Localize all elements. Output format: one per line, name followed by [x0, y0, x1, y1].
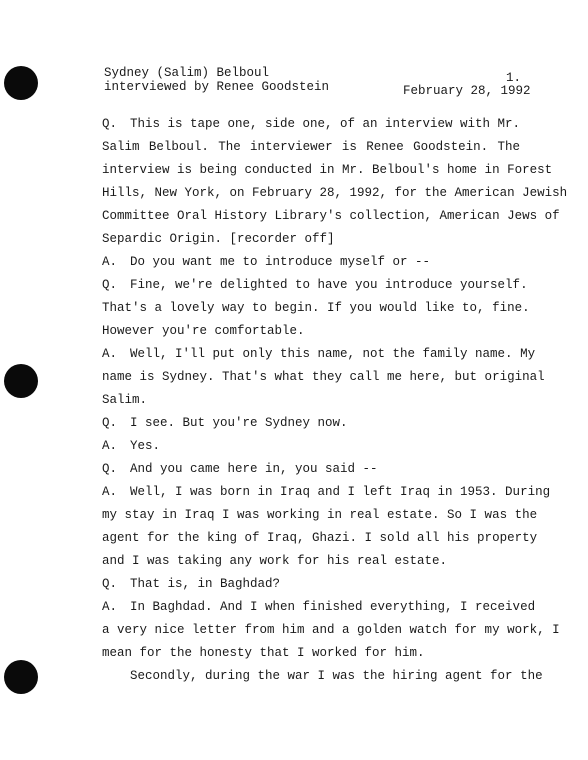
interviewee-name: Sydney (Salim) Belboul	[104, 66, 270, 80]
transcript-line	[102, 370, 545, 384]
line-text: name is Sydney. That's what they call me here, but original	[102, 370, 545, 384]
transcript-line	[102, 393, 520, 407]
transcript-line	[102, 416, 520, 430]
speaker-label: Q.	[102, 577, 118, 591]
transcript-line	[102, 508, 538, 522]
speaker-label: Q.	[102, 416, 118, 430]
transcript-line	[102, 646, 520, 660]
transcript-line	[102, 140, 520, 154]
transcript-line	[102, 278, 528, 292]
transcript-line	[102, 600, 536, 614]
line-text: That's a lovely way to begin. If you would like to, fine.	[102, 301, 530, 315]
transcript-line	[102, 623, 560, 637]
speaker-label: Q.	[102, 462, 118, 476]
transcript-line	[102, 255, 520, 269]
transcript-line	[102, 485, 551, 499]
transcript-line	[102, 531, 538, 545]
line-text: Well, I'll put only this name, not the family name. My	[130, 347, 536, 361]
line-text: Separdic Origin. [recorder off]	[102, 232, 335, 246]
binder-hole-bottom	[4, 660, 38, 694]
interviewer-line: interviewed by Renee Goodstein	[104, 80, 330, 94]
line-text: Fine, we're delighted to have you introduce yourself.	[130, 278, 528, 292]
page-number: 1.	[506, 71, 522, 85]
line-text: I see. But you're Sydney now.	[130, 416, 348, 430]
line-text: This is tape one, side one, of an interview with Mr.	[130, 117, 521, 131]
transcript-line	[102, 163, 553, 177]
transcript-line	[130, 669, 543, 683]
line-text: Committee Oral History Library's collection, American Jews of	[102, 209, 560, 223]
speaker-label: A.	[102, 347, 118, 361]
transcript-line	[102, 209, 560, 223]
transcript-line	[102, 232, 520, 246]
speaker-label: Q.	[102, 278, 118, 292]
transcript-line	[102, 462, 520, 476]
transcript-line	[102, 301, 530, 315]
transcript-line	[102, 324, 520, 338]
line-text: Do you want me to introduce myself or --	[130, 255, 431, 269]
transcript-line	[102, 117, 520, 131]
line-text: my stay in Iraq I was working in real estate. So I was the	[102, 508, 538, 522]
transcript-line	[102, 554, 520, 568]
transcript-line	[102, 186, 568, 200]
transcript-line	[102, 439, 520, 453]
speaker-label: A.	[102, 439, 118, 453]
line-text: Salim.	[102, 393, 148, 407]
binder-hole-middle	[4, 364, 38, 398]
line-text: and I was taking any work for his real estate.	[102, 554, 448, 568]
binder-hole-top	[4, 66, 38, 100]
line-text: And you came here in, you said --	[130, 462, 378, 476]
interview-date: February 28, 1992	[403, 84, 531, 98]
line-text: In Baghdad. And I when finished everything, I received	[130, 600, 536, 614]
line-text: interview is being conducted in Mr. Belboul's home in Forest	[102, 163, 553, 177]
line-text: Hills, New York, on February 28, 1992, for the American Jewish	[102, 186, 568, 200]
line-text: That is, in Baghdad?	[130, 577, 281, 591]
transcript-line	[102, 577, 520, 591]
line-text: agent for the king of Iraq, Ghazi. I sold all his property	[102, 531, 538, 545]
line-text: Yes.	[130, 439, 161, 453]
speaker-label: Q.	[102, 117, 118, 131]
transcript-line	[102, 347, 536, 361]
line-text: Secondly, during the war I was the hiring agent for the	[130, 669, 543, 683]
speaker-label: A.	[102, 255, 118, 269]
line-text: a very nice letter from him and a golden watch for my work, I	[102, 623, 560, 637]
speaker-label: A.	[102, 485, 118, 499]
line-text: Salim Belboul. The interviewer is Renee Goodstein. The	[102, 140, 520, 154]
line-text: Well, I was born in Iraq and I left Iraq in 1953. During	[130, 485, 551, 499]
line-text: mean for the honesty that I worked for him.	[102, 646, 425, 660]
line-text: However you're comfortable.	[102, 324, 305, 338]
speaker-label: A.	[102, 600, 118, 614]
